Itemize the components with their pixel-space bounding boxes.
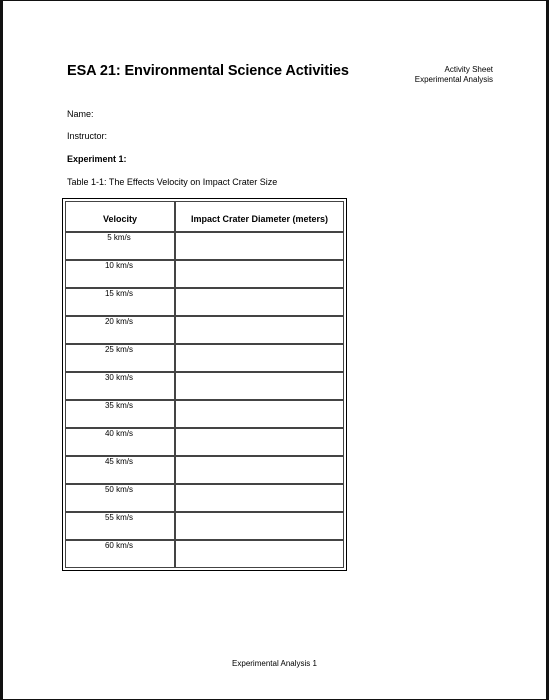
diameter-cell[interactable]: [175, 540, 344, 568]
table-caption: Table 1-1: The Effects Velocity on Impact Crater Size: [67, 177, 278, 187]
velocity-cell: [65, 512, 175, 540]
diameter-cell[interactable]: [175, 288, 344, 316]
velocity-value: 30 km/s: [104, 373, 133, 382]
velocity-cell: [65, 372, 175, 400]
table-row: [65, 484, 344, 512]
velocity-cell: [65, 260, 175, 288]
velocity-value: 35 km/s: [104, 401, 133, 410]
sheet-type-label: Activity Sheet: [444, 65, 493, 74]
diameter-cell[interactable]: [175, 372, 344, 400]
velocity-value: 15 km/s: [104, 289, 133, 298]
name-label: Name:: [67, 109, 94, 119]
diameter-header: Impact Crater Diameter (meters): [175, 201, 344, 232]
velocity-cell: [65, 540, 175, 568]
table-row: [65, 456, 344, 484]
velocity-cell: [65, 316, 175, 344]
diameter-cell[interactable]: [175, 428, 344, 456]
diameter-cell[interactable]: [175, 400, 344, 428]
velocity-value: 60 km/s: [104, 541, 133, 550]
table-body: [65, 232, 344, 568]
table-row: [65, 260, 344, 288]
velocity-value: 20 km/s: [104, 317, 133, 326]
sheet-subtitle-label: Experimental Analysis: [414, 75, 493, 84]
velocity-value: 25 km/s: [104, 345, 133, 354]
table-row: [65, 540, 344, 568]
velocity-value: 5 km/s: [107, 233, 131, 242]
velocity-header: Velocity: [65, 201, 175, 232]
velocity-value: 45 km/s: [104, 457, 133, 466]
table-row: [65, 232, 344, 260]
diameter-cell[interactable]: [175, 484, 344, 512]
document-title: ESA 21: Environmental Science Activities: [67, 63, 349, 79]
table-row: [65, 400, 344, 428]
velocity-cell: [65, 456, 175, 484]
table-row: [65, 372, 344, 400]
page-footer: Experimental Analysis 1: [232, 659, 317, 668]
velocity-cell: [65, 484, 175, 512]
diameter-cell[interactable]: [175, 260, 344, 288]
data-table: [62, 198, 347, 571]
diameter-cell[interactable]: [175, 456, 344, 484]
instructor-label: Instructor:: [67, 131, 108, 141]
velocity-cell: [65, 400, 175, 428]
diameter-cell[interactable]: [175, 344, 344, 372]
diameter-cell[interactable]: [175, 316, 344, 344]
velocity-cell: [65, 288, 175, 316]
velocity-cell: [65, 232, 175, 260]
table-row: [65, 316, 344, 344]
velocity-value: 50 km/s: [104, 485, 133, 494]
velocity-cell: [65, 428, 175, 456]
diameter-cell[interactable]: [175, 232, 344, 260]
velocity-value: 55 km/s: [104, 513, 133, 522]
table-row: [65, 512, 344, 540]
table-row: [65, 288, 344, 316]
table-row: [65, 428, 344, 456]
velocity-cell: [65, 344, 175, 372]
experiment-label: Experiment 1:: [67, 154, 127, 164]
velocity-value: 40 km/s: [104, 429, 133, 438]
table-row: [65, 344, 344, 372]
sheet-header: [333, 65, 493, 85]
diameter-cell[interactable]: [175, 512, 344, 540]
table-header-row: [65, 201, 344, 232]
velocity-value: 10 km/s: [104, 261, 133, 270]
